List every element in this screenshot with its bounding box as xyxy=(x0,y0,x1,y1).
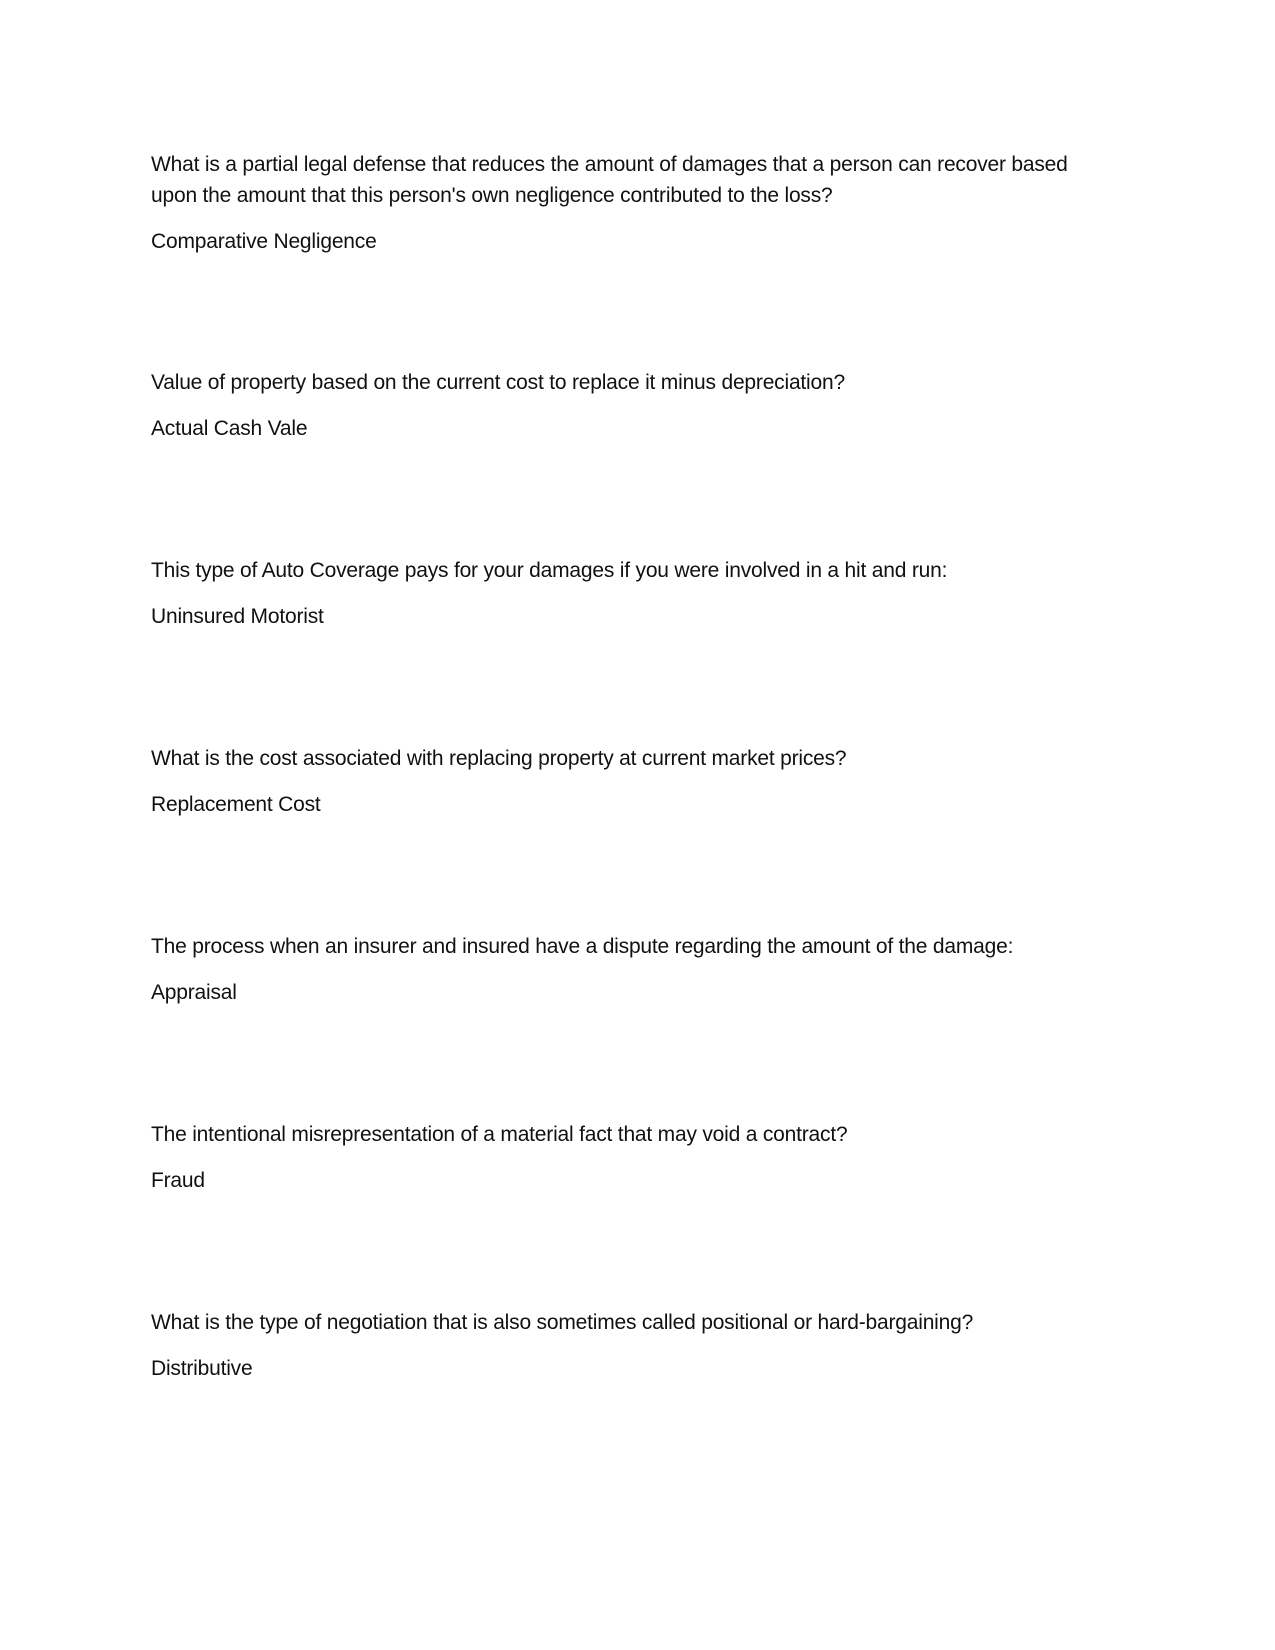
question: The process when an insurer and insured have a dispute regarding the amount of the damage: xyxy=(151,935,1014,958)
question: This type of Auto Coverage pays for your damages if you were involved in a hit and run: xyxy=(151,559,948,582)
answer: Actual Cash Vale xyxy=(151,417,308,440)
answer: Comparative Negligence xyxy=(151,230,377,253)
qa-item-1 xyxy=(151,149,1111,257)
qa-item-4 xyxy=(151,743,1111,820)
question: What is the cost associated with replacing property at current market prices? xyxy=(151,747,847,770)
answer: Uninsured Motorist xyxy=(151,605,324,628)
answer: Appraisal xyxy=(151,981,237,1004)
answer: Replacement Cost xyxy=(151,793,321,816)
question: Value of property based on the current cost to replace it minus depreciation? xyxy=(151,371,845,394)
question: The intentional misrepresentation of a material fact that may void a contract? xyxy=(151,1123,848,1146)
question: What is a partial legal defense that reduces the amount of damages that a person can recover based upon the amount that this person's own negligence contributed to the loss? xyxy=(151,153,1068,207)
answer: Fraud xyxy=(151,1169,205,1192)
qa-item-7 xyxy=(151,1307,1111,1384)
answer: Distributive xyxy=(151,1357,253,1380)
qa-item-2 xyxy=(151,367,1111,444)
qa-item-3 xyxy=(151,555,1111,632)
qa-item-6 xyxy=(151,1119,1111,1196)
question: What is the type of negotiation that is also sometimes called positional or hard-bargaining? xyxy=(151,1311,974,1334)
qa-item-5 xyxy=(151,931,1111,1008)
